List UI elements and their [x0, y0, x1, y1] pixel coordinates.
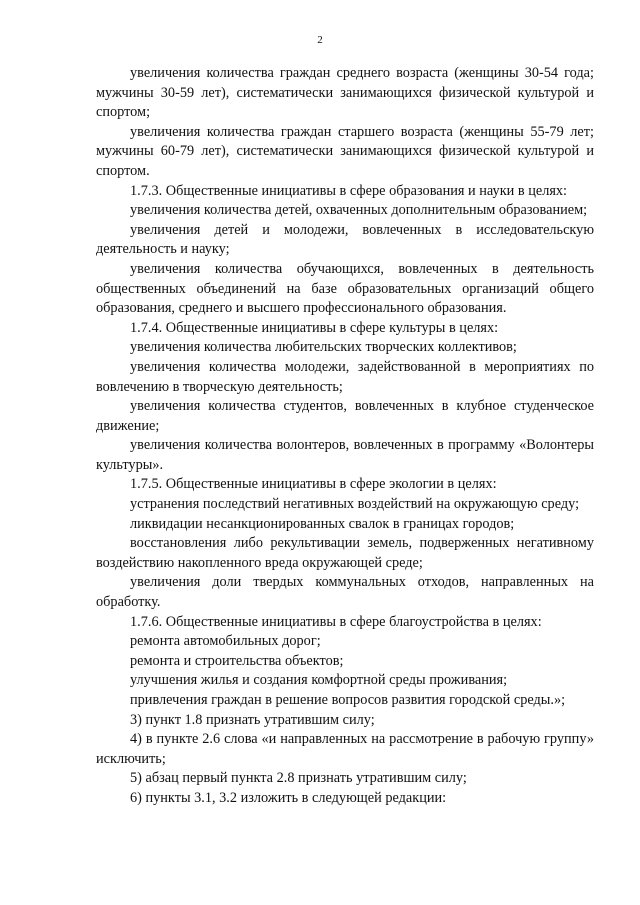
paragraph: увеличения детей и молодежи, вовлеченных в исследовательскую деятельность и науку; — [96, 221, 594, 258]
paragraph: устранения последствий негативных воздействий на окружающую среду; — [130, 496, 580, 513]
paragraph: увеличения количества любительских творческих коллективов; — [130, 339, 517, 356]
section-heading-1-7-4: 1.7.4. Общественные инициативы в сфере культуры в целях: — [130, 319, 499, 336]
paragraph: ликвидации несанкционированных свалок в границах городов; — [130, 515, 515, 532]
amendment-item-4: 4) в пункте 2.6 слова «и направленных на рассмотрение в рабочую группу» исключить; — [96, 731, 594, 767]
section-heading-1-7-3: 1.7.3. Общественные инициативы в сфере образования и науки в целях: — [130, 182, 568, 199]
amendment-item-6: 6) пункты 3.1, 3.2 изложить в следующей редакции: — [130, 789, 447, 806]
section-heading-1-7-6: 1.7.6. Общественные инициативы в сфере благоустройства в целях: — [130, 613, 542, 630]
paragraph: увеличения количества обучающихся, вовлеченных в деятельность общественных объединений на базе образовательных организаций общего образования, среднего и высшего профессионального образования. — [96, 260, 594, 317]
page-number: 2 — [317, 34, 323, 46]
paragraph: увеличения количества волонтеров, вовлеченных в программу «Волонтеры культуры». — [96, 437, 594, 473]
paragraph: увеличения количества студентов, вовлеченных в клубное студенческое движение; — [96, 398, 594, 434]
paragraph: увеличения доли твердых коммунальных отходов, направленных на обработку. — [96, 574, 594, 611]
paragraph: восстановления либо рекультивации земель, подверженных негативному воздействию накопленного вреда окружающей среде; — [96, 535, 594, 571]
paragraph: увеличения количества граждан среднего возраста (женщины 30-54 года; мужчины 30-59 лет), систематически занимающихся физической культурой и спортом; — [96, 65, 594, 121]
paragraph: ремонта и строительства объектов; — [130, 652, 344, 669]
paragraph: привлечения граждан в решение вопросов развития городской среды.»; — [130, 692, 566, 708]
amendment-item-5: 5) абзац первый пункта 2.8 признать утратившим силу; — [130, 770, 467, 787]
paragraph: увеличения количества молодежи, задействованной в мероприятиях по вовлечению в творческую деятельность; — [96, 358, 594, 395]
paragraph: улучшения жилья и создания комфортной среды проживания; — [130, 672, 508, 689]
section-heading-1-7-5: 1.7.5. Общественные инициативы в сфере экологии в целях: — [130, 476, 497, 493]
document-body — [96, 64, 594, 809]
paragraph: ремонта автомобильных дорог; — [130, 633, 321, 650]
paragraph: увеличения количества граждан старшего возраста (женщины 55-79 лет; мужчины 60-79 лет), систематически занимающихся физической культурой и спортом. — [96, 123, 594, 179]
paragraph: увеличения количества детей, охваченных дополнительным образованием; — [130, 202, 588, 219]
amendment-item-3: 3) пункт 1.8 признать утратившим силу; — [130, 711, 375, 728]
